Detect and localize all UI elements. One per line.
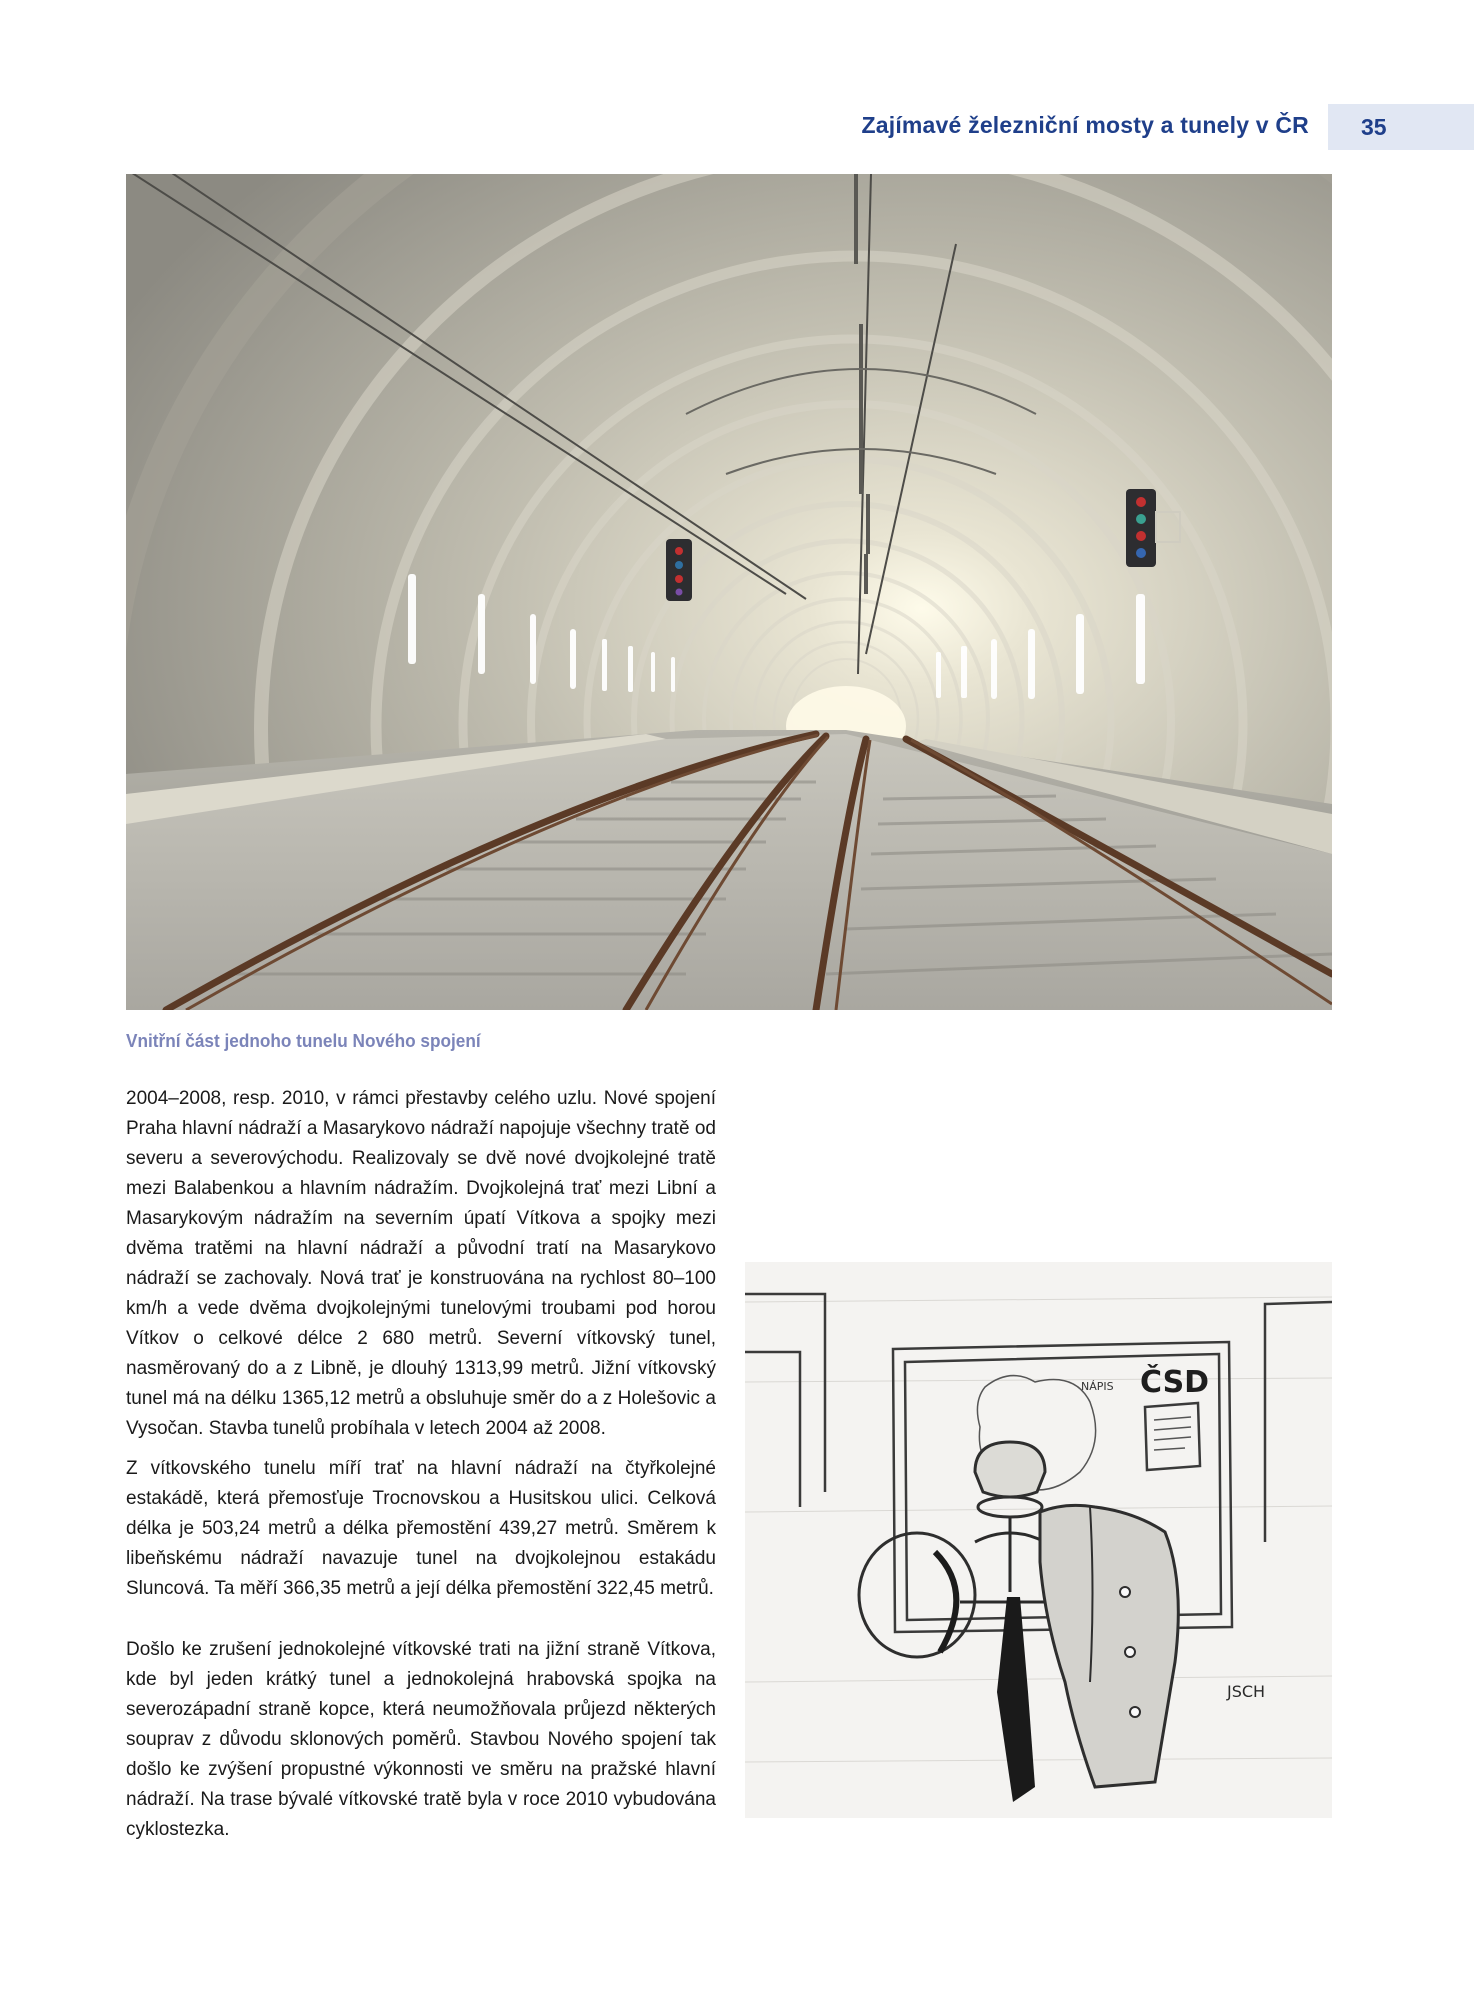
paragraph-1: 2004–2008, resp. 2010, v rámci přestavby celého uzlu. Nové spojení Praha hlavní nádraží a Masarykovo nádraží napojuje všechny tratě od severu a severovýchodu. Realizovaly se dvě nové dvojkolejné tratě mezi Balabenkou a hlavním nádražím. Dvojkolejná trať mezi Libní a Masarykovým nádražím na severním úpatí Vítkova a spojky mezi dvěma tratěmi na hlavní nádraží a původní tratí na Masarykovo nádraží se zachovaly. Nová trať je konstruována na rychlost 80–100 km/h a vede dvěma dvojkolejnými tunelovými troubami pod horou Vítkov o celkové délce 2 680 metrů. Severní vítkovský tunel, nasměrovaný do a z Libně, je dlouhý 1313,99 metrů. Jižní vítkovský tunel má na délku 1365,12 metrů a obsluhuje směr do a z Holešovic a Vysočan. Stavba tunelů probíhala v letech 2004 až 2008.	[126, 1088, 716, 1439]
artist-signature: JSCH	[1227, 1682, 1266, 1701]
sign-csd: ČSD	[1140, 1365, 1210, 1400]
tunnel-photo	[126, 174, 1332, 1010]
paragraph-2: Z vítkovského tunelu míří trať na hlavní nádraží na čtyřkolejné estakádě, která přemosťuje Trocnovskou a Husitskou ulici. Celková délka je 503,24 metrů a délka přemostění 439,27 metrů. Směrem k libeňskému nádraží navazuje tunel na dvojkolejnou estakádu Sluncová. Ta měří 366,35 metrů a její délka přemostění 322,45 metrů.	[126, 1458, 716, 1599]
sign-small-text: NÁPIS	[1081, 1380, 1114, 1393]
paragraph-3: Došlo ke zrušení jednokolejné vítkovské trati na jižní straně Vítkova, kde byl jeden krátký tunel a jednokolejná hrabovská spojka na severozápadní straně kopce, která neumožňovala průjezd některých souprav z důvodu sklonových poměrů. Stavbou Nového spojení tak došlo ke zvýšení propustné výkonnosti ve směru na pražské hlavní nádraží. Na trase bývalé vítkovské tratě byla v roce 2010 vybudována cyklostezka.	[126, 1639, 716, 1840]
figure-caption: Vnitřní část jednoho tunelu Nového spojení	[126, 1030, 481, 1051]
cartoon-drawing	[745, 1262, 1332, 1818]
page-number: 35	[1361, 114, 1387, 140]
header-title: Zajímavé železniční mosty a tunely v ČR	[861, 112, 1309, 138]
page-number-box	[1328, 104, 1474, 150]
